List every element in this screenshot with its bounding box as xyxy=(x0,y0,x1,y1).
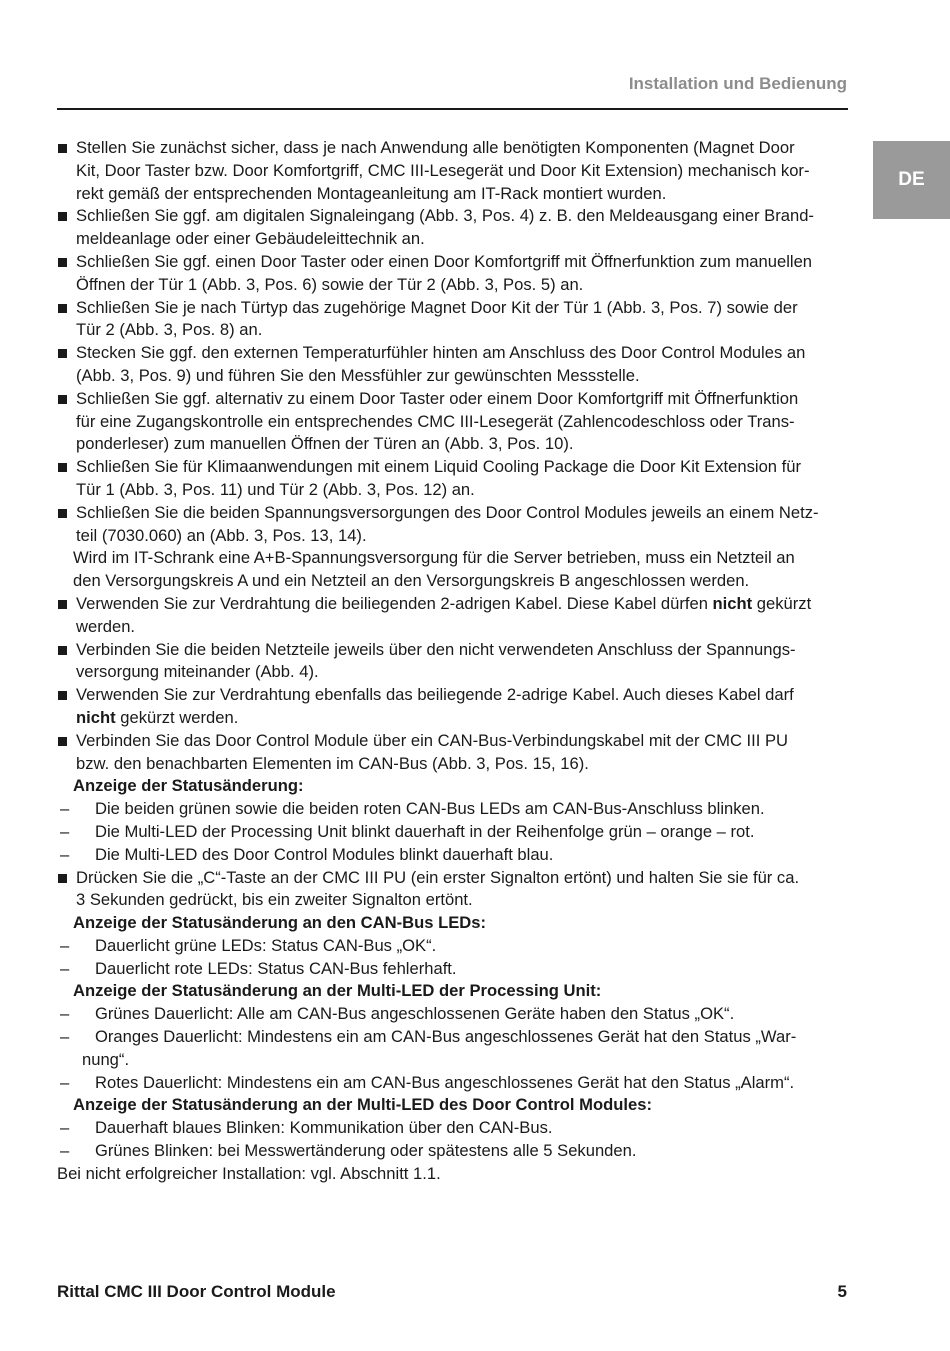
header-rule xyxy=(57,108,848,110)
dash-item: – Oranges Dauerlicht: Mindestens ein am CAN-Bus angeschlossenes Gerät hat den Status „War- xyxy=(57,1026,848,1049)
dash-item: – Dauerlicht rote LEDs: Status CAN-Bus fehlerhaft. xyxy=(57,958,848,981)
bullet-line: Drücken Sie die „C“-Taste an der CMC III PU (ein erster Signalton ertönt) und halten Sie sie für ca. xyxy=(57,867,848,890)
footer-title: Rittal CMC III Door Control Module xyxy=(57,1282,336,1301)
bullet-line: 3 Sekunden gedrückt, bis ein zweiter Signalton ertönt. xyxy=(76,890,473,910)
bullet-line: Schließen Sie für Klimaanwendungen mit einem Liquid Cooling Package die Door Kit Extension für xyxy=(57,456,848,479)
bullet-line: Verwenden Sie zur Verdrahtung die beiliegenden 2-adrigen Kabel. Diese Kabel dürfen nicht gekürzt xyxy=(57,593,848,616)
bullet-line: Kit, Door Taster bzw. Door Komfortgriff, CMC III-Lesegerät und Door Kit Extension) mechanisch kor- xyxy=(76,160,810,180)
dash-item-continuation: nung“. xyxy=(82,1049,130,1069)
can-list xyxy=(57,935,848,981)
bullet-list xyxy=(57,137,848,547)
dash-mark: – xyxy=(60,1027,70,1047)
dash-item: – Grünes Dauerlicht: Alle am CAN-Bus angeschlossenen Geräte haben den Status „OK“. xyxy=(57,1003,848,1026)
bullet-line: teil (7030.060) an (Abb. 3, Pos. 13, 14). xyxy=(76,525,367,545)
bullet-item xyxy=(57,730,848,776)
bullet-item xyxy=(57,867,848,913)
header-title: Installation und Bedienung xyxy=(628,74,847,93)
dash-mark: – xyxy=(60,1118,70,1138)
bullet-item xyxy=(57,342,848,388)
bullet-line: Verwenden Sie zur Verdrahtung ebenfalls das beiliegende 2-adrige Kabel. Auch dieses Kabel darf xyxy=(57,684,848,707)
bullet-item xyxy=(57,137,848,205)
bullet-line: Stellen Sie zunächst sicher, dass je nach Anwendung alle benötigten Komponenten (Magnet Door xyxy=(57,137,848,160)
bullet-line: rekt gemäß der entsprechenden Montageanleitung am IT-Rack montiert wurden. xyxy=(76,183,667,203)
dash-mark: – xyxy=(60,1004,70,1024)
bullet-line: Stecken Sie ggf. den externen Temperaturfühler hinten am Anschluss des Door Control Modules an xyxy=(57,342,848,365)
bullet-item xyxy=(57,593,848,639)
bullet-line: Öffnen der Tür 1 (Abb. 3, Pos. 6) sowie der Tür 2 (Abb. 3, Pos. 5) an. xyxy=(76,274,584,294)
bullet-item xyxy=(57,456,848,502)
dash-mark: – xyxy=(60,958,70,978)
bullet-line: meldeanlage oder einer Gebäudeleittechnik an. xyxy=(76,229,425,249)
bullet-line: ponderleser) zum manuellen Öffnen der Türen an (Abb. 3, Pos. 10). xyxy=(76,434,574,454)
dash-mark: – xyxy=(60,1141,70,1161)
dash-mark: – xyxy=(60,821,70,841)
dash-mark: – xyxy=(60,1072,70,1092)
emphasis-text: nicht xyxy=(76,707,116,727)
body-content xyxy=(57,137,848,1186)
bullet-line: bzw. den benachbarten Elementen im CAN-Bus (Abb. 3, Pos. 15, 16). xyxy=(76,753,589,773)
closing-text: Bei nicht erfolgreicher Installation: vgl. Abschnitt 1.1. xyxy=(57,1163,441,1183)
dash-item: – Die beiden grünen sowie die beiden roten CAN-Bus LEDs am CAN-Bus-Anschluss blinken. xyxy=(57,798,848,821)
bullet-line: werden. xyxy=(76,616,136,636)
dash-mark: – xyxy=(60,844,70,864)
can-heading: Anzeige der Statusänderung an den CAN-Bus LEDs: xyxy=(73,913,487,933)
note-line: den Versorgungskreis A und ein Netzteil an den Versorgungskreis B angeschlossen werden. xyxy=(73,571,750,591)
bullet-line: Schließen Sie ggf. einen Door Taster oder einen Door Komfortgriff mit Öffnerfunktion zum manuellen xyxy=(57,251,848,274)
status-heading: Anzeige der Statusänderung: xyxy=(73,776,304,796)
note-line: Wird im IT-Schrank eine A+B-Spannungsversorgung für die Server betrieben, muss ein Netzteil an xyxy=(73,548,795,568)
dash-item: – Dauerhaft blaues Blinken: Kommunikation über den CAN-Bus. xyxy=(57,1117,848,1140)
dcm-list xyxy=(57,1117,848,1163)
bullet-item xyxy=(57,251,848,297)
bullet-item xyxy=(57,502,848,548)
dash-mark: – xyxy=(60,799,70,819)
bullet-line: Schließen Sie die beiden Spannungsversorgungen des Door Control Modules jeweils an einem Netz- xyxy=(57,502,848,525)
bullet-item xyxy=(57,297,848,343)
bullet-line: Verbinden Sie das Door Control Module über ein CAN-Bus-Verbindungskabel mit der CMC III PU xyxy=(57,730,848,753)
bullet-line: Schließen Sie ggf. alternativ zu einem Door Taster oder einem Door Komfortgriff mit Öffnerfunktion xyxy=(57,388,848,411)
bullet-item xyxy=(57,639,848,685)
bullet-line: Schließen Sie je nach Türtyp das zugehörige Magnet Door Kit der Tür 1 (Abb. 3, Pos. 7) sowie der xyxy=(57,297,848,320)
bullet-line: Tür 2 (Abb. 3, Pos. 8) an. xyxy=(76,320,263,340)
bullet-line: Schließen Sie ggf. am digitalen Signaleingang (Abb. 3, Pos. 4) z. B. den Meldeausgang einer Brand- xyxy=(57,205,848,228)
dash-item: – Grünes Blinken: bei Messwertänderung oder spätestens alle 5 Sekunden. xyxy=(57,1140,848,1163)
bullet-item xyxy=(57,388,848,456)
status-list xyxy=(57,798,848,866)
bullet-line: Verbinden Sie die beiden Netzteile jeweils über den nicht verwendeten Anschluss der Spannungs- xyxy=(57,639,848,662)
dash-mark: – xyxy=(60,935,70,955)
language-tab: DE xyxy=(873,141,950,219)
dcm-heading: Anzeige der Statusänderung an der Multi-LED des Door Control Modules: xyxy=(73,1095,652,1115)
bullet-item xyxy=(57,684,848,730)
note-paragraph xyxy=(57,547,848,593)
dash-item: – Die Multi-LED des Door Control Modules blinkt dauerhaft blau. xyxy=(57,844,848,867)
bullet-line: (Abb. 3, Pos. 9) und führen Sie den Messfühler zur gewünschten Messstelle. xyxy=(76,365,640,385)
dash-item: – Dauerlicht grüne LEDs: Status CAN-Bus „OK“. xyxy=(57,935,848,958)
bullet-line: versorgung miteinander (Abb. 4). xyxy=(76,662,319,682)
dash-item: – Rotes Dauerlicht: Mindestens ein am CAN-Bus angeschlossenes Gerät hat den Status „Alarm“. xyxy=(57,1072,848,1095)
pu-list xyxy=(57,1003,848,1094)
pu-heading: Anzeige der Statusänderung an der Multi-LED der Processing Unit: xyxy=(73,981,602,1001)
bullet-line: Tür 1 (Abb. 3, Pos. 11) und Tür 2 (Abb. 3, Pos. 12) an. xyxy=(76,479,475,499)
emphasis-text: nicht xyxy=(712,593,753,613)
bullet-line: für eine Zugangskontrolle ein entsprechendes CMC III-Lesegerät (Zahlencodeschloss oder Trans- xyxy=(76,411,795,431)
page-number: 5 xyxy=(837,1282,847,1301)
dash-item: – Die Multi-LED der Processing Unit blinkt dauerhaft in der Reihenfolge grün – orange – rot. xyxy=(57,821,848,844)
bullet-item xyxy=(57,205,848,251)
bullet-line: nicht gekürzt werden. xyxy=(76,707,239,727)
